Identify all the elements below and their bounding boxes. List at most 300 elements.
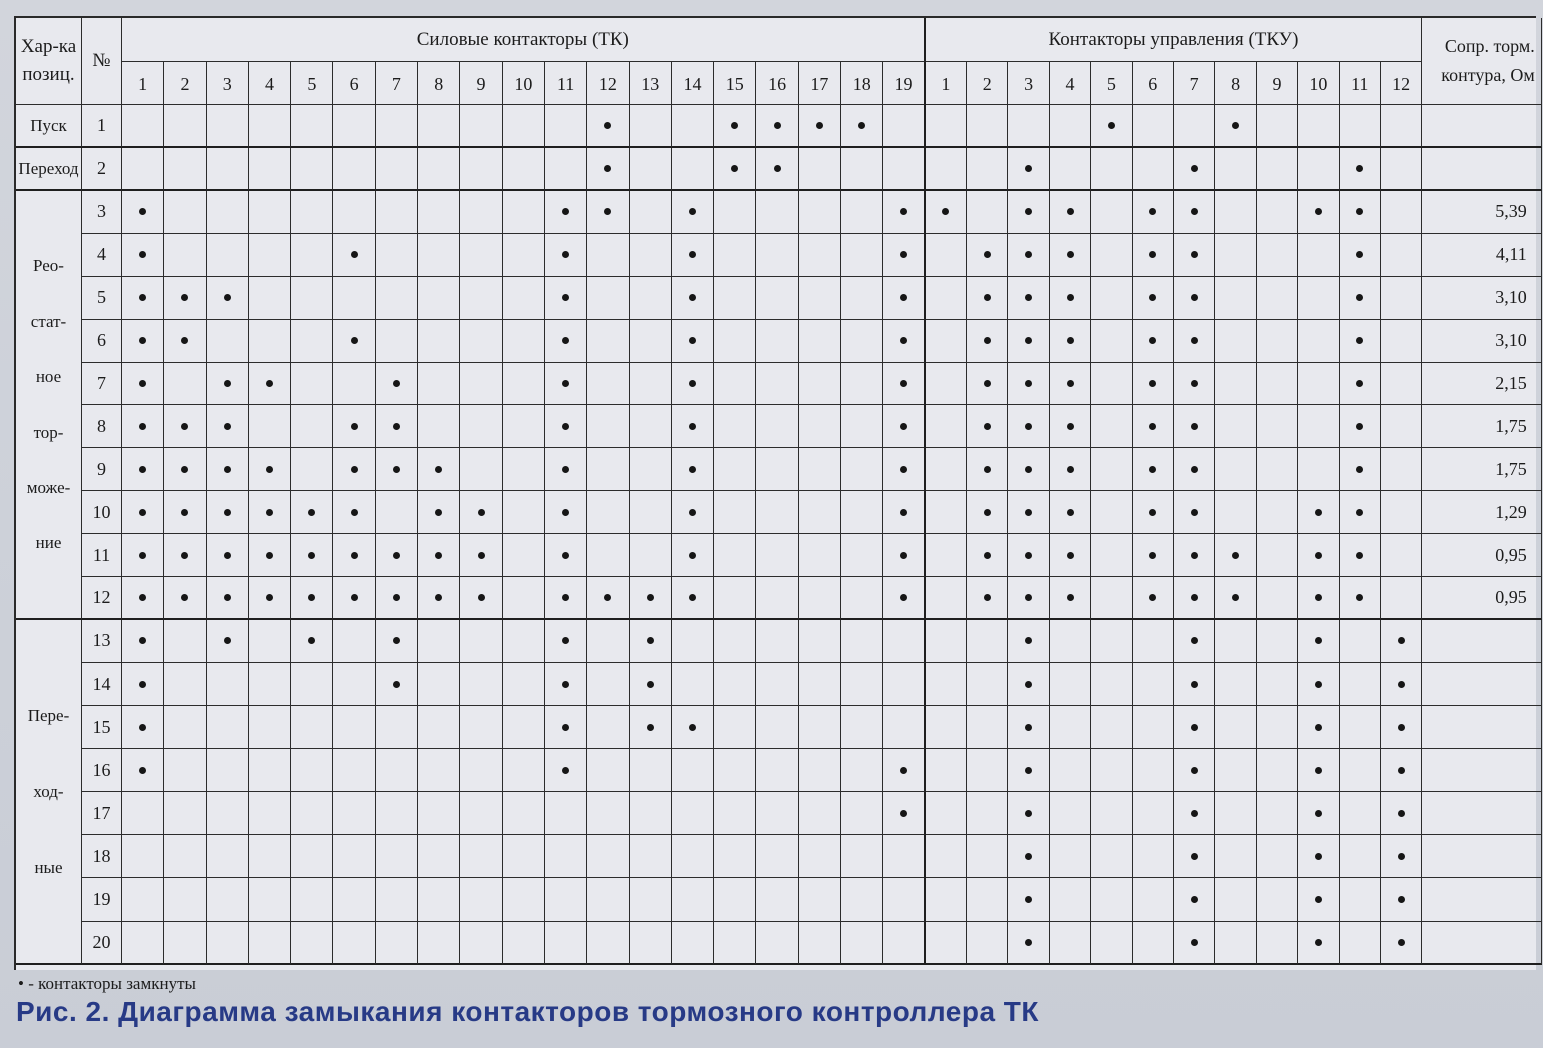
- power-contact-cell: [630, 663, 672, 706]
- control-contact-cell: [1050, 148, 1091, 191]
- power-contact-cell: [122, 577, 164, 620]
- power-contact-cell: [333, 277, 375, 320]
- control-contact-cell: [1050, 577, 1091, 620]
- control-contact-cell: [967, 405, 1008, 448]
- closed-contact-dot: [393, 637, 400, 644]
- group-label: [16, 105, 82, 148]
- power-contact-cell: [376, 878, 418, 921]
- power-contact-cell: [587, 663, 629, 706]
- power-col-number: 7: [376, 62, 418, 105]
- control-contact-cell: [1050, 792, 1091, 835]
- control-contact-cell: [926, 620, 967, 663]
- power-contact-cell: [756, 191, 798, 234]
- closed-contact-dot: [689, 509, 696, 516]
- control-contact-cell: [1215, 448, 1256, 491]
- power-contact-cell: [756, 835, 798, 878]
- power-contact-cell: [799, 148, 841, 191]
- closed-contact-dot: [139, 466, 146, 473]
- closed-contact-dot: [900, 208, 907, 215]
- closed-contact-dot: [984, 552, 991, 559]
- power-contact-cell: [841, 922, 883, 965]
- power-contact-cell: [460, 491, 502, 534]
- power-contact-cell: [333, 534, 375, 577]
- control-contact-cell: [1174, 191, 1215, 234]
- control-contact-cell: [1381, 922, 1422, 965]
- closed-contact-dot: [562, 637, 569, 644]
- power-contact-cell: [799, 620, 841, 663]
- power-contact-cell: [587, 363, 629, 406]
- power-contact-cell: [883, 363, 925, 406]
- power-contact-cell: [799, 234, 841, 277]
- control-contact-cell: [1050, 922, 1091, 965]
- closed-contact-dot: [266, 594, 273, 601]
- control-contact-cell: [1174, 277, 1215, 320]
- power-contact-cell: [122, 363, 164, 406]
- power-contact-cell: [164, 405, 206, 448]
- power-contact-cell: [672, 320, 714, 363]
- power-contact-cell: [207, 491, 249, 534]
- control-contact-cell: [1174, 491, 1215, 534]
- closed-contact-dot: [1067, 423, 1074, 430]
- closed-contact-dot: [1398, 853, 1405, 860]
- power-contact-cell: [672, 234, 714, 277]
- control-contact-cell: [1340, 405, 1381, 448]
- position-number: 2: [82, 148, 122, 191]
- control-col-number: 12: [1381, 62, 1422, 105]
- control-contactors-header: Контакторы управления (ТКУ): [926, 18, 1423, 62]
- power-contact-cell: [714, 835, 756, 878]
- control-contact-cell: [1257, 405, 1298, 448]
- power-contact-cell: [714, 405, 756, 448]
- position-number: 12: [82, 577, 122, 620]
- control-contact-cell: [1215, 320, 1256, 363]
- power-contact-cell: [122, 706, 164, 749]
- control-contact-cell: [926, 878, 967, 921]
- group-label-line: ход-: [33, 781, 64, 801]
- power-col-number: 10: [503, 62, 545, 105]
- control-contact-cell: [1381, 448, 1422, 491]
- power-contact-cell: [249, 792, 291, 835]
- closed-contact-dot: [1315, 552, 1322, 559]
- closed-contact-dot: [478, 594, 485, 601]
- power-contact-cell: [799, 405, 841, 448]
- power-contact-cell: [376, 105, 418, 148]
- closed-contact-dot: [1067, 594, 1074, 601]
- closed-contact-dot: [1191, 681, 1198, 688]
- closed-contact-dot: [181, 294, 188, 301]
- control-contact-cell: [967, 792, 1008, 835]
- closed-contact-dot: [139, 509, 146, 516]
- power-contact-cell: [799, 277, 841, 320]
- control-contact-cell: [1091, 405, 1132, 448]
- power-contact-cell: [207, 148, 249, 191]
- power-contact-cell: [291, 448, 333, 491]
- power-contact-cell: [630, 792, 672, 835]
- power-contact-cell: [460, 620, 502, 663]
- position-number: 18: [82, 835, 122, 878]
- closed-contact-dot: [774, 122, 781, 129]
- power-contact-cell: [291, 835, 333, 878]
- control-contact-cell: [967, 148, 1008, 191]
- power-contact-cell: [714, 234, 756, 277]
- closed-contact-dot: [478, 509, 485, 516]
- power-contact-cell: [122, 620, 164, 663]
- control-contact-cell: [1091, 363, 1132, 406]
- power-contact-cell: [164, 878, 206, 921]
- power-contact-cell: [545, 792, 587, 835]
- closed-contact-dot: [351, 251, 358, 258]
- control-contact-cell: [1298, 277, 1339, 320]
- power-contact-cell: [249, 277, 291, 320]
- closed-contact-dot: [1067, 294, 1074, 301]
- control-contact-cell: [1008, 706, 1049, 749]
- power-contact-cell: [460, 749, 502, 792]
- resistance-value: [1422, 749, 1541, 792]
- control-contact-cell: [1133, 191, 1174, 234]
- power-contact-cell: [249, 706, 291, 749]
- power-contact-cell: [756, 448, 798, 491]
- closed-contact-dot: [1025, 724, 1032, 731]
- power-contact-cell: [587, 320, 629, 363]
- power-contact-cell: [122, 922, 164, 965]
- power-contact-cell: [841, 320, 883, 363]
- closed-contact-dot: [393, 466, 400, 473]
- control-contact-cell: [926, 191, 967, 234]
- power-col-number: 15: [714, 62, 756, 105]
- closed-contact-dot: [689, 552, 696, 559]
- control-contact-cell: [1008, 792, 1049, 835]
- power-contact-cell: [122, 148, 164, 191]
- power-contact-cell: [714, 191, 756, 234]
- power-contact-cell: [587, 749, 629, 792]
- power-contact-cell: [630, 922, 672, 965]
- power-contact-cell: [587, 835, 629, 878]
- power-contact-cell: [249, 234, 291, 277]
- power-contact-cell: [545, 363, 587, 406]
- closed-contact-dot: [1398, 896, 1405, 903]
- power-contact-cell: [545, 148, 587, 191]
- closed-contact-dot: [1398, 637, 1405, 644]
- closed-contact-dot: [1356, 509, 1363, 516]
- resistance-header: [1422, 18, 1541, 105]
- position-number: 4: [82, 234, 122, 277]
- closed-contact-dot: [393, 552, 400, 559]
- control-contact-cell: [1257, 363, 1298, 406]
- power-contact-cell: [672, 749, 714, 792]
- closed-contact-dot: [1025, 810, 1032, 817]
- power-contact-cell: [376, 234, 418, 277]
- control-contact-cell: [1133, 706, 1174, 749]
- closed-contact-dot: [984, 380, 991, 387]
- control-contact-cell: [1381, 577, 1422, 620]
- closed-contact-dot: [1149, 594, 1156, 601]
- power-contact-cell: [841, 878, 883, 921]
- power-contact-cell: [418, 363, 460, 406]
- power-contact-cell: [714, 491, 756, 534]
- power-contact-cell: [545, 277, 587, 320]
- control-contact-cell: [1340, 320, 1381, 363]
- power-contact-cell: [545, 835, 587, 878]
- control-contact-cell: [1091, 878, 1132, 921]
- power-contact-cell: [122, 277, 164, 320]
- power-contact-cell: [630, 277, 672, 320]
- power-contact-cell: [503, 620, 545, 663]
- closed-contact-dot: [1191, 294, 1198, 301]
- control-col-number: 5: [1091, 62, 1132, 105]
- power-contact-cell: [714, 620, 756, 663]
- closed-contact-dot: [1315, 208, 1322, 215]
- closed-contact-dot: [900, 810, 907, 817]
- power-contact-cell: [672, 363, 714, 406]
- contact-diagram-table: [14, 16, 1536, 970]
- closed-contact-dot: [562, 423, 569, 430]
- closed-contact-dot: [1356, 208, 1363, 215]
- control-contact-cell: [1133, 234, 1174, 277]
- closed-contact-dot: [266, 552, 273, 559]
- closed-contact-dot: [1191, 594, 1198, 601]
- power-contact-cell: [587, 706, 629, 749]
- closed-contact-dot: [1025, 380, 1032, 387]
- power-contact-cell: [503, 534, 545, 577]
- power-contact-cell: [460, 234, 502, 277]
- power-contact-cell: [291, 663, 333, 706]
- power-contact-cell: [207, 749, 249, 792]
- control-contact-cell: [926, 105, 967, 148]
- control-contact-cell: [1174, 405, 1215, 448]
- control-contact-cell: [1091, 448, 1132, 491]
- power-contact-cell: [799, 491, 841, 534]
- closed-contact-dot: [308, 552, 315, 559]
- power-contact-cell: [333, 835, 375, 878]
- power-contact-cell: [883, 663, 925, 706]
- power-contact-cell: [630, 706, 672, 749]
- position-number: 5: [82, 277, 122, 320]
- closed-contact-dot: [1067, 466, 1074, 473]
- control-contact-cell: [967, 620, 1008, 663]
- power-contact-cell: [630, 835, 672, 878]
- closed-contact-dot: [181, 337, 188, 344]
- control-contact-cell: [926, 706, 967, 749]
- control-col-number: 8: [1215, 62, 1256, 105]
- resistance-value: [1422, 922, 1541, 965]
- control-contact-cell: [1133, 148, 1174, 191]
- power-contact-cell: [587, 878, 629, 921]
- control-contact-cell: [1215, 105, 1256, 148]
- power-contact-cell: [333, 620, 375, 663]
- control-contact-cell: [1257, 320, 1298, 363]
- control-contact-cell: [1381, 620, 1422, 663]
- power-contact-cell: [418, 191, 460, 234]
- power-contact-cell: [799, 191, 841, 234]
- closed-contact-dot: [900, 509, 907, 516]
- power-contact-cell: [841, 835, 883, 878]
- closed-contact-dot: [1315, 896, 1322, 903]
- control-contact-cell: [1340, 491, 1381, 534]
- power-contact-cell: [672, 922, 714, 965]
- power-contact-cell: [418, 878, 460, 921]
- power-contact-cell: [376, 277, 418, 320]
- control-contact-cell: [926, 448, 967, 491]
- control-contact-cell: [1340, 620, 1381, 663]
- control-contact-cell: [1340, 148, 1381, 191]
- power-contact-cell: [333, 191, 375, 234]
- closed-contact-dot: [139, 337, 146, 344]
- power-contact-cell: [672, 105, 714, 148]
- control-contact-cell: [1091, 534, 1132, 577]
- power-contact-cell: [672, 148, 714, 191]
- closed-contact-dot: [393, 594, 400, 601]
- closed-contact-dot: [224, 294, 231, 301]
- char-header-line2: позиц.: [22, 64, 75, 85]
- closed-contact-dot: [604, 208, 611, 215]
- closed-contact-dot: [1356, 423, 1363, 430]
- resistance-value: 4,11: [1422, 234, 1541, 277]
- power-contact-cell: [122, 405, 164, 448]
- power-contact-cell: [799, 922, 841, 965]
- control-contact-cell: [967, 105, 1008, 148]
- control-contact-cell: [1298, 749, 1339, 792]
- closed-contact-dot: [1398, 939, 1405, 946]
- power-contact-cell: [545, 706, 587, 749]
- control-contact-cell: [967, 577, 1008, 620]
- power-contact-cell: [418, 620, 460, 663]
- power-contact-cell: [841, 405, 883, 448]
- control-contact-cell: [1381, 835, 1422, 878]
- power-contact-cell: [672, 534, 714, 577]
- control-contact-cell: [1381, 105, 1422, 148]
- control-contact-cell: [1133, 878, 1174, 921]
- closed-contact-dot: [900, 251, 907, 258]
- power-contact-cell: [672, 835, 714, 878]
- control-contact-cell: [1008, 620, 1049, 663]
- power-contact-cell: [164, 663, 206, 706]
- control-contact-cell: [1298, 191, 1339, 234]
- power-contact-cell: [799, 749, 841, 792]
- power-contact-cell: [376, 448, 418, 491]
- closed-contact-dot: [731, 122, 738, 129]
- closed-contact-dot: [774, 165, 781, 172]
- control-contact-cell: [1174, 363, 1215, 406]
- power-col-number: 17: [799, 62, 841, 105]
- closed-contact-dot: [224, 594, 231, 601]
- control-contact-cell: [967, 491, 1008, 534]
- power-contact-cell: [291, 148, 333, 191]
- power-contact-cell: [460, 448, 502, 491]
- power-contact-cell: [164, 534, 206, 577]
- resistance-header-line1: Сопр. торм.: [1444, 36, 1535, 56]
- closed-contact-dot: [224, 466, 231, 473]
- control-contact-cell: [1174, 577, 1215, 620]
- position-number: 6: [82, 320, 122, 363]
- power-col-number: 4: [249, 62, 291, 105]
- power-contact-cell: [291, 405, 333, 448]
- power-contact-cell: [164, 792, 206, 835]
- power-contact-cell: [333, 448, 375, 491]
- group-label-line: Пуск: [30, 115, 67, 135]
- power-contact-cell: [841, 663, 883, 706]
- control-contact-cell: [1008, 148, 1049, 191]
- power-contact-cell: [460, 534, 502, 577]
- closed-contact-dot: [562, 552, 569, 559]
- power-contact-cell: [291, 878, 333, 921]
- closed-contact-dot: [1149, 251, 1156, 258]
- power-contact-cell: [418, 922, 460, 965]
- group-label-line: ние: [35, 533, 62, 553]
- power-contact-cell: [249, 749, 291, 792]
- power-contact-cell: [122, 105, 164, 148]
- control-contact-cell: [926, 148, 967, 191]
- power-contact-cell: [587, 448, 629, 491]
- power-contact-cell: [460, 577, 502, 620]
- control-contact-cell: [1133, 922, 1174, 965]
- control-contact-cell: [926, 577, 967, 620]
- position-number: 15: [82, 706, 122, 749]
- closed-contact-dot: [1191, 337, 1198, 344]
- control-contact-cell: [1298, 663, 1339, 706]
- power-contact-cell: [122, 448, 164, 491]
- control-col-number: 2: [967, 62, 1008, 105]
- power-contact-cell: [841, 620, 883, 663]
- control-contact-cell: [1174, 922, 1215, 965]
- control-contact-cell: [926, 363, 967, 406]
- power-col-number: 16: [756, 62, 798, 105]
- power-contact-cell: [460, 320, 502, 363]
- power-contact-cell: [164, 320, 206, 363]
- resistance-value: [1422, 620, 1541, 663]
- closed-contact-dot: [900, 767, 907, 774]
- closed-contact-dot: [1356, 165, 1363, 172]
- power-contact-cell: [164, 105, 206, 148]
- control-contact-cell: [1174, 792, 1215, 835]
- control-contact-cell: [1381, 148, 1422, 191]
- power-contact-cell: [503, 663, 545, 706]
- closed-contact-dot: [139, 594, 146, 601]
- power-contact-cell: [249, 620, 291, 663]
- control-contact-cell: [926, 405, 967, 448]
- control-contact-cell: [1050, 363, 1091, 406]
- power-contact-cell: [714, 320, 756, 363]
- closed-contact-dot: [393, 681, 400, 688]
- power-contact-cell: [799, 105, 841, 148]
- closed-contact-dot: [351, 423, 358, 430]
- power-contact-cell: [503, 148, 545, 191]
- power-contact-cell: [587, 234, 629, 277]
- control-contact-cell: [1215, 577, 1256, 620]
- closed-contact-dot: [1191, 810, 1198, 817]
- control-contact-cell: [1133, 534, 1174, 577]
- closed-contact-dot: [139, 380, 146, 387]
- power-contact-cell: [756, 878, 798, 921]
- power-contact-cell: [883, 706, 925, 749]
- power-contact-cell: [249, 448, 291, 491]
- power-contact-cell: [460, 792, 502, 835]
- power-contact-cell: [799, 534, 841, 577]
- closed-contact-dot: [1232, 594, 1239, 601]
- closed-contact-dot: [1315, 853, 1322, 860]
- control-contact-cell: [1008, 234, 1049, 277]
- control-contact-cell: [967, 534, 1008, 577]
- control-contact-cell: [967, 835, 1008, 878]
- control-contact-cell: [1008, 749, 1049, 792]
- closed-contact-dot: [984, 466, 991, 473]
- power-contact-cell: [418, 663, 460, 706]
- closed-contact-dot: [224, 637, 231, 644]
- control-contact-cell: [1133, 577, 1174, 620]
- power-contact-cell: [883, 105, 925, 148]
- closed-contact-dot: [1149, 509, 1156, 516]
- power-col-number: 19: [883, 62, 925, 105]
- group-label-line: Переход: [18, 158, 79, 178]
